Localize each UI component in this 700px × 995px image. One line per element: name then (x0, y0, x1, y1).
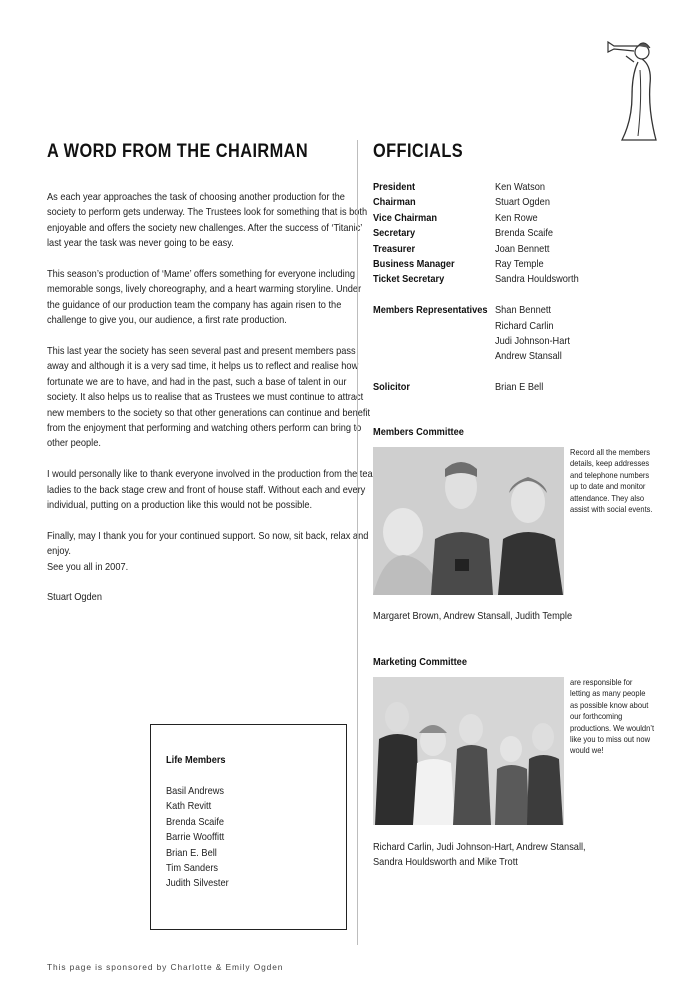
official-name: Stuart Ogden (495, 196, 550, 209)
trumpet-lady-icon (598, 40, 660, 149)
chairman-paragraph: Finally, may I thank you for your continued support. So now, sit back, relax and enjoy. (47, 529, 369, 558)
note-line: letting as many people (570, 688, 646, 699)
members-rep-name: Shan Bennett (495, 304, 552, 317)
note-line: productions. We wouldn’t (570, 722, 655, 733)
life-member: Brenda Scaife (166, 815, 225, 828)
life-member: Brian E. Bell (166, 846, 217, 859)
members-committee-heading: Members Committee (373, 426, 464, 438)
official-name: Ken Rowe (495, 211, 538, 224)
official-name: Ray Temple (495, 257, 544, 270)
members-committee-photo (373, 447, 564, 595)
official-name: Ken Watson (495, 181, 545, 193)
chairman-paragraph: I would personally like to thank everyone involved in the production from the tea ladies to the back stage crew and front of house staff. Without each and every individual, putting on a production like this would not be possible. (47, 468, 373, 512)
members-rep-name: Judi Johnson-Hart (495, 334, 570, 347)
members-rep-name: Richard Carlin (495, 319, 554, 332)
official-title: Vice Chairman (373, 211, 438, 224)
note-line: and telephone numbers (570, 469, 650, 480)
official-title: Chairman (373, 196, 416, 209)
note-line: our forthcoming (570, 711, 623, 722)
solicitor-title: Solicitor (373, 381, 410, 394)
note-line: Record all the members (570, 447, 651, 457)
official-name: Brenda Scaife (495, 227, 554, 240)
members-committee-caption: Margaret Brown, Andrew Stansall, Judith Temple (373, 610, 573, 622)
life-member: Basil Andrews (166, 785, 225, 797)
marketing-committee-heading: Marketing Committee (373, 656, 467, 668)
chairman-signature: Stuart Ogden (47, 591, 102, 604)
chairman-paragraph: This season’s production of ‘Mame’ offers something for everyone including memorable songs, lively choreography, and a heart warming storyline. Under the guidance of our production team the company has again risen to the challenge to give you, our audience, a first rate production. (47, 268, 362, 327)
official-name: Sandra Houldsworth (495, 273, 579, 286)
chairman-letter (47, 190, 377, 621)
life-member: Judith Silvester (166, 877, 229, 890)
official-title: Business Manager (373, 257, 455, 270)
members-committee-note (570, 447, 653, 515)
chairman-see-you: See you all in 2007. (47, 560, 129, 573)
note-line: as possible know about (570, 699, 649, 710)
members-rep-name: Andrew Stansall (495, 350, 562, 363)
marketing-committee-caption: Richard Carlin, Judi Johnson-Hart, Andrew Stansall, (373, 841, 586, 853)
note-line: would we! (570, 745, 604, 756)
life-member: Tim Sanders (166, 862, 219, 875)
life-members-heading: Life Members (166, 754, 226, 766)
sponsor-footer: This page is sponsored by Charlotte & Emily Ogden (47, 962, 284, 972)
note-line: attendance. They also (570, 492, 645, 503)
life-members-list (166, 784, 237, 892)
column-divider (357, 140, 358, 945)
official-title: President (373, 181, 416, 193)
official-name: Joan Bennett (495, 242, 550, 255)
marketing-committee-note (570, 677, 654, 757)
officials-heading: OFFICIALS (373, 141, 464, 162)
marketing-committee-caption: Sandra Houldsworth and Mike Trott (373, 856, 518, 868)
note-line: like you to miss out now (570, 734, 651, 745)
note-line: assist with social events. (570, 504, 653, 515)
official-title: Ticket Secretary (373, 273, 445, 286)
chairman-heading: A WORD FROM THE CHAIRMAN (47, 141, 309, 162)
note-line: details, keep addresses (570, 458, 650, 469)
official-title: Treasurer (373, 242, 416, 255)
chairman-paragraph: As each year approaches the task of choosing another production for the society to perform gets underway. The Trustees look for something that is both enjoyable and offers the society new challenges. After the success of ‘Titanic’ last year the task was never going to be easy. (47, 191, 368, 250)
note-line: up to date and monitor (570, 481, 646, 492)
members-reps-title: Members Representatives (373, 304, 488, 317)
note-line: are responsible for (570, 677, 633, 687)
official-title: Secretary (373, 227, 416, 240)
marketing-committee-photo (373, 677, 564, 825)
life-members-box (150, 724, 347, 930)
life-member: Barrie Wooffitt (166, 831, 225, 844)
chairman-paragraph: This last year the society has seen several past and present members pass away and although it is a very sad time, it helps us to reflect and realise how fortunate we are to have, and had in the past, such a base of talent in our society. It also helps us to realise that as Trustees we must continue to attract new members to the society so that other generations can continue and benefit from the enjoyment that performing and watching others perform can bring to other people. (47, 345, 371, 450)
life-member: Kath Revitt (166, 800, 212, 813)
solicitor-name: Brian E Bell (495, 381, 544, 394)
